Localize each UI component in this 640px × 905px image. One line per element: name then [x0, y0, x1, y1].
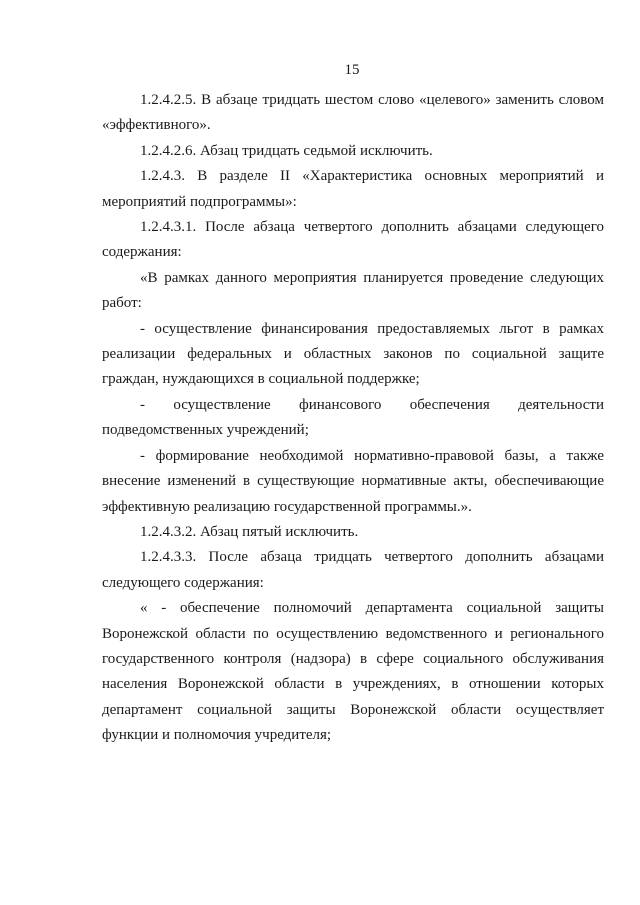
paragraph-list-item-institutions: - осуществление финансового обеспечения деятельности подведомственных учреждений;	[102, 396, 604, 439]
paragraph-1-2-4-3-1: 1.2.4.3.1. После абзаца четвертого дополнить абзацами следующего содержания:	[102, 219, 604, 261]
paragraph-quote-department: « - обеспечение полномочий департамента социальной защиты Воронежской области по осуществлению ведомственного и регионального государственного контроля (надзора) в сфере социального обслуживания населения Воронежской области в учреждениях, в отношении которых департамент социальной защиты Воронежской области осуществляет функции и полномочия учредителя;	[102, 600, 604, 744]
paragraph-list-item-financing: - осуществление финансирования предоставляемых льгот в рамках реализации федеральных и областных законов по социальной защите граждан, нуждающихся в социальной поддержке;	[102, 320, 604, 388]
page-number: 15	[344, 62, 360, 78]
paragraph-1-2-4-2-6: 1.2.4.2.6. Абзац тридцать седьмой исключить.	[140, 142, 433, 159]
paragraph-1-2-4-3-3: 1.2.4.3.3. После абзаца тридцать четвертого дополнить абзацами следующего содержания:	[102, 549, 604, 591]
document-body	[102, 88, 604, 749]
paragraph-list-item-regulatory: - формирование необходимой нормативно-правовой базы, а также внесение изменений в существующие нормативные акты, обеспечивающие эффективную реализацию государственной программы.».	[102, 447, 604, 515]
paragraph-1-2-4-3-2: 1.2.4.3.2. Абзац пятый исключить.	[140, 523, 359, 540]
paragraph-quote-intro: «В рамках данного мероприятия планируется проведение следующих работ:	[102, 269, 604, 312]
paragraph-1-2-4-2-5: 1.2.4.2.5. В абзаце тридцать шестом слово «целевого» заменить словом «эффективного».	[102, 92, 604, 134]
paragraph-1-2-4-3: 1.2.4.3. В разделе II «Характеристика основных мероприятий и мероприятий подпрограммы»:	[102, 168, 604, 210]
